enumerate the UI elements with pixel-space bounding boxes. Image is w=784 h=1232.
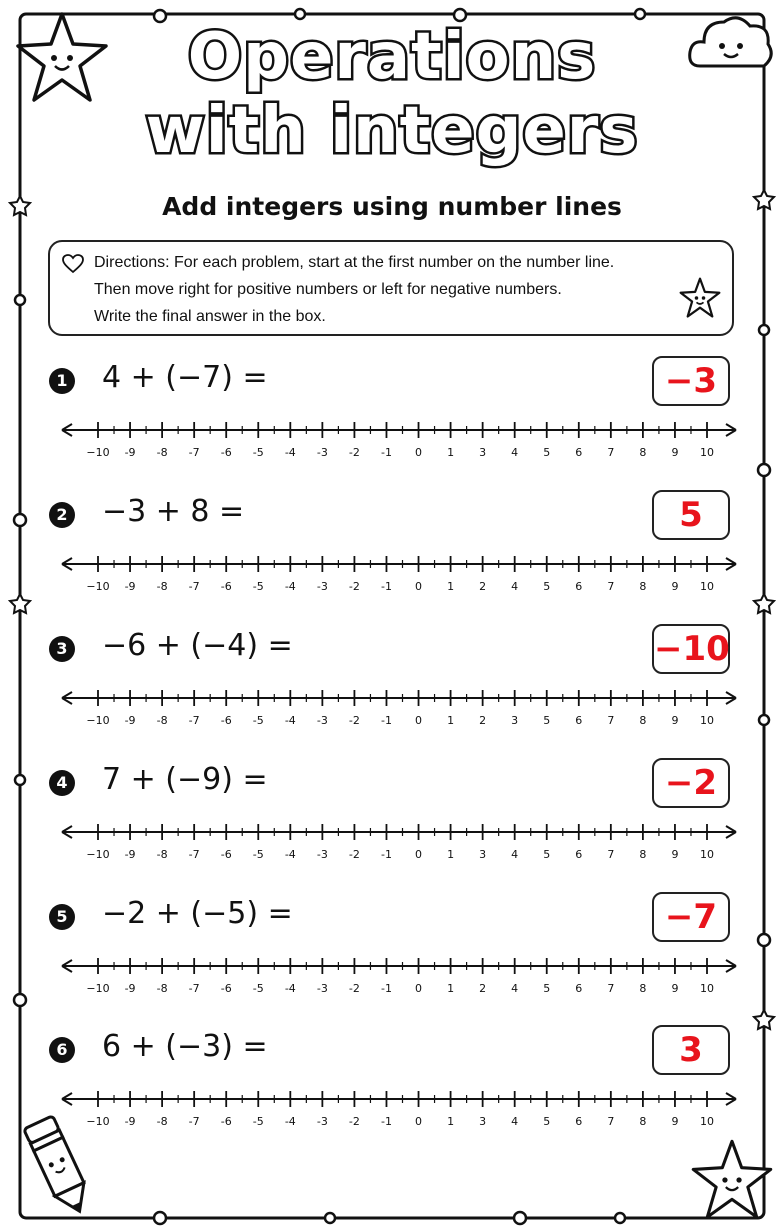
problem-equation: −2 + (−5) = [102, 896, 293, 931]
tick-label: -2 [348, 848, 360, 861]
problem-number-badge: 2 [49, 502, 75, 528]
answer-box[interactable]: −7 [652, 892, 730, 942]
tick-label: 7 [607, 1115, 615, 1128]
tick-label: 0 [415, 714, 423, 727]
problem-equation: 6 + (−3) = [102, 1029, 268, 1064]
tick-label: 5 [543, 580, 551, 593]
problem-3 [0, 624, 784, 744]
tick-label: 1 [447, 982, 455, 995]
problem-number-badge: 1 [49, 368, 75, 394]
tick-label: -7 [188, 1115, 200, 1128]
tick-label: 6 [575, 714, 583, 727]
tick-label: 7 [607, 982, 615, 995]
tick-label: -9 [124, 714, 136, 727]
tick-label: 0 [415, 580, 423, 593]
problem-number-badge: 6 [49, 1037, 75, 1063]
tick-label: -9 [124, 982, 136, 995]
tick-label: 7 [607, 580, 615, 593]
tick-label: -3 [316, 982, 328, 995]
tick-label: 10 [700, 446, 714, 459]
tick-label: −10 [86, 848, 110, 861]
tick-label: -6 [220, 1115, 232, 1128]
tick-label: -2 [348, 580, 360, 593]
number-line-axis [62, 558, 736, 570]
tick-label: 10 [700, 714, 714, 727]
number-line-axis [62, 1093, 736, 1105]
tick-label: 0 [415, 1115, 423, 1128]
tick-label: 8 [639, 1115, 647, 1128]
tick-label: -1 [380, 1115, 392, 1128]
tick-label: -1 [380, 714, 392, 727]
tick-label: 8 [639, 714, 647, 727]
number-line [0, 408, 784, 468]
tick-label: 10 [700, 1115, 714, 1128]
tick-label: -5 [252, 982, 264, 995]
tick-label: 8 [639, 982, 647, 995]
tick-label: -9 [124, 1115, 136, 1128]
tick-label: -5 [252, 714, 264, 727]
tick-label: 5 [543, 1115, 551, 1128]
tick-label: 8 [639, 580, 647, 593]
tick-label: 10 [700, 982, 714, 995]
tick-label: −10 [86, 714, 110, 727]
tick-label: -1 [380, 446, 392, 459]
tick-label: 2 [479, 714, 487, 727]
tick-label: -9 [124, 446, 136, 459]
tick-label: −10 [86, 1115, 110, 1128]
tick-label: -8 [156, 848, 168, 861]
number-line-axis [62, 960, 736, 972]
tick-label: -7 [188, 982, 200, 995]
tick-label: -4 [284, 848, 296, 861]
tick-label: 9 [671, 982, 679, 995]
tick-label: 4 [511, 446, 519, 459]
tick-label: 6 [575, 982, 583, 995]
tick-label: -3 [316, 580, 328, 593]
problem-equation: 7 + (−9) = [102, 762, 268, 797]
number-line [0, 810, 784, 870]
tick-label: 1 [447, 848, 455, 861]
problem-equation: −3 + 8 = [102, 494, 245, 529]
tick-label: -2 [348, 714, 360, 727]
tick-label: 0 [415, 982, 423, 995]
tick-label: -5 [252, 1115, 264, 1128]
tick-label: -6 [220, 714, 232, 727]
tick-label: −10 [86, 982, 110, 995]
tick-label: 6 [575, 848, 583, 861]
tick-label: -2 [348, 1115, 360, 1128]
tick-label: -2 [348, 982, 360, 995]
tick-label: -8 [156, 580, 168, 593]
tick-label: -4 [284, 982, 296, 995]
tick-label: 1 [447, 446, 455, 459]
tick-label: -2 [348, 446, 360, 459]
tick-label: 5 [543, 446, 551, 459]
tick-label: 10 [700, 580, 714, 593]
heart-icon [62, 254, 84, 274]
problem-6 [0, 1025, 784, 1145]
tick-label: 4 [511, 580, 519, 593]
tick-label: -4 [284, 446, 296, 459]
tick-label: -6 [220, 982, 232, 995]
tick-label: -6 [220, 446, 232, 459]
tick-label: 9 [671, 1115, 679, 1128]
answer-box[interactable]: −10 [652, 624, 730, 674]
tick-label: -4 [284, 1115, 296, 1128]
tick-label: -3 [316, 446, 328, 459]
tick-label: 3 [511, 714, 519, 727]
tick-label: 3 [479, 446, 487, 459]
number-line [0, 676, 784, 736]
star-icon [688, 1136, 776, 1224]
answer-box[interactable]: −2 [652, 758, 730, 808]
tick-label: 4 [511, 1115, 519, 1128]
tick-label: 8 [639, 848, 647, 861]
number-line-axis [62, 826, 736, 838]
tick-label: -3 [316, 1115, 328, 1128]
number-line [0, 1077, 784, 1137]
tick-label: 7 [607, 446, 615, 459]
tick-label: -1 [380, 982, 392, 995]
tick-label: -7 [188, 580, 200, 593]
tick-label: -1 [380, 580, 392, 593]
tick-label: 6 [575, 580, 583, 593]
number-line-axis [62, 424, 736, 436]
tick-label: -7 [188, 446, 200, 459]
answer-box[interactable]: 5 [652, 490, 730, 540]
directions-line-3: Write the final answer in the box. [94, 308, 326, 325]
tick-label: -3 [316, 848, 328, 861]
tick-label: 10 [700, 848, 714, 861]
problem-5 [0, 892, 784, 1012]
tick-label: 4 [511, 982, 519, 995]
tick-label: -9 [124, 848, 136, 861]
problem-equation: −6 + (−4) = [102, 628, 293, 663]
tick-label: 1 [447, 580, 455, 593]
tick-label: -8 [156, 446, 168, 459]
problem-number-badge: 4 [49, 770, 75, 796]
tick-label: -5 [252, 848, 264, 861]
tick-label: 7 [607, 714, 615, 727]
title-line-1: Operations [187, 20, 597, 94]
tick-label: 5 [543, 848, 551, 861]
problem-equation: 4 + (−7) = [102, 360, 268, 395]
tick-label: 3 [479, 1115, 487, 1128]
tick-label: 6 [575, 1115, 583, 1128]
tick-label: -4 [284, 714, 296, 727]
tick-label: 5 [543, 982, 551, 995]
tick-label: -8 [156, 1115, 168, 1128]
tick-label: 2 [479, 580, 487, 593]
tick-label: −10 [86, 580, 110, 593]
tick-label: 5 [543, 714, 551, 727]
number-line [0, 944, 784, 1004]
tick-label: 7 [607, 848, 615, 861]
tick-label: -4 [284, 580, 296, 593]
tick-label: -7 [188, 848, 200, 861]
problem-number-badge: 5 [49, 904, 75, 930]
tick-label: -8 [156, 982, 168, 995]
number-line-axis [62, 692, 736, 704]
directions-line-2: Then move right for positive numbers or left for negative numbers. [94, 281, 562, 298]
problem-2 [0, 490, 784, 610]
tick-label: −10 [86, 446, 110, 459]
tick-label: 9 [671, 848, 679, 861]
title-line-2: with integers [145, 94, 639, 168]
tick-label: -8 [156, 714, 168, 727]
tick-label: -9 [124, 580, 136, 593]
tick-label: 3 [479, 848, 487, 861]
star-icon [678, 276, 722, 320]
tick-label: -7 [188, 714, 200, 727]
tick-label: -5 [252, 580, 264, 593]
problem-4 [0, 758, 784, 878]
directions-box [48, 240, 734, 336]
problem-number-badge: 3 [49, 636, 75, 662]
answer-box[interactable]: 3 [652, 1025, 730, 1075]
tick-label: 9 [671, 580, 679, 593]
tick-label: -5 [252, 446, 264, 459]
tick-label: 4 [511, 848, 519, 861]
tick-label: 9 [671, 446, 679, 459]
problem-1 [0, 356, 784, 476]
page-title [0, 20, 784, 168]
tick-label: 2 [479, 982, 487, 995]
tick-label: 9 [671, 714, 679, 727]
number-line [0, 542, 784, 602]
tick-label: -6 [220, 848, 232, 861]
tick-label: 1 [447, 1115, 455, 1128]
tick-label: -3 [316, 714, 328, 727]
tick-label: 6 [575, 446, 583, 459]
tick-label: 8 [639, 446, 647, 459]
directions-line-1: Directions: For each problem, start at the first number on the number line. [94, 254, 615, 271]
tick-label: 0 [415, 446, 423, 459]
tick-label: 1 [447, 714, 455, 727]
page-subtitle: Add integers using number lines [162, 192, 622, 221]
tick-label: 0 [415, 848, 423, 861]
tick-label: -1 [380, 848, 392, 861]
answer-box[interactable]: −3 [652, 356, 730, 406]
tick-label: -6 [220, 580, 232, 593]
